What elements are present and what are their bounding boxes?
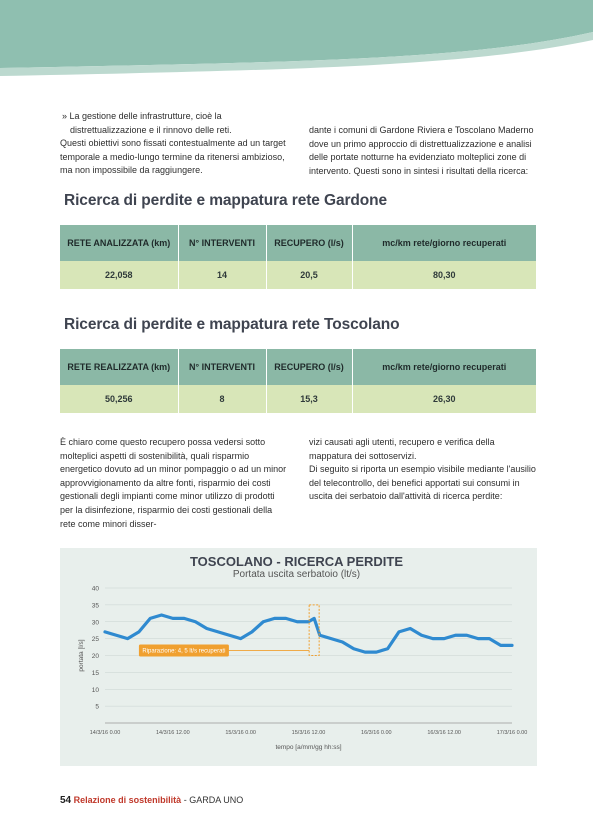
x-tick-label: 15/3/16 12.00: [291, 730, 326, 736]
header-cell: RETE ANALIZZATA (km): [60, 225, 178, 261]
page-footer: [60, 795, 243, 806]
intro-right-column: dante i comuni di Gardone Riviera e Toscolano Maderno dove un primo approccio di distrettualizzazione e analisi delle portate notturne ha evidenziato molteplici zone di intervento. Questi sono in sintesi i risultati della ricerca:: [309, 125, 534, 176]
x-tick-label: 14/3/16 0.00: [89, 730, 121, 736]
annotation-label: Riparazione: 4, 5 lt/s recuperati: [142, 648, 226, 655]
intro-paragraph: Questi obiettivi sono fissati contestualmente ad un target temporale a medio-lungo termine da ritenersi ambizioso, ma non impossibile da raggiungere.: [60, 138, 286, 176]
y-tick-label: 30: [91, 619, 99, 627]
table-row: [60, 385, 536, 413]
x-tick-label: 16/3/16 0.00: [361, 730, 392, 736]
header-cell: N° INTERVENTI: [178, 349, 266, 385]
header-cell: RECUPERO (l/s): [266, 349, 352, 385]
flow-chart: [60, 580, 537, 766]
y-tick-label: 40: [91, 585, 99, 593]
header-cell: RECUPERO (l/s): [266, 225, 352, 261]
body-left-column: È chiaro come questo recupero possa vedersi sotto molteplici aspetti di sostenibilità, quali risparmio energetico dovuto ad un minor pompaggio o ad un minor approvvigionamento da altre fonti, risparmio dei costi gestionali degli impianti come minor utilizzo di prodotti per la disinfezione, risparmio dei costi gestionali della rete come minori disser-: [60, 437, 287, 529]
table-cell: 26,30: [352, 385, 536, 413]
y-tick-label: 15: [91, 669, 99, 677]
y-tick-label: 10: [91, 686, 99, 694]
chart-title: TOSCOLANO - RICERCA PERDITE: [189, 554, 404, 569]
gardone-title: Ricerca di perdite e mappatura rete Gardone: [64, 192, 388, 209]
x-axis-label: tempo [a/mm/gg hh:ss]: [275, 744, 342, 751]
y-tick-label: 20: [91, 653, 99, 660]
top-wave-band: [0, 0, 593, 80]
table-cell: 50,256: [60, 385, 178, 413]
report-name: Relazione di sostenibilità: [73, 795, 182, 805]
y-tick-label: 25: [91, 636, 99, 644]
intro-left-column: [60, 110, 290, 178]
y-axis-label: portata [l/s]: [78, 639, 85, 672]
header-cell: N° INTERVENTI: [178, 225, 266, 261]
header-cell: mc/km rete/giorno recuperati: [352, 349, 536, 385]
table-header-row: [60, 349, 536, 385]
intro-bullet: » La gestione delle infrastrutture, cioè la distrettualizzazione e il rinnovo delle reti.: [62, 111, 232, 135]
x-tick-label: 15/3/16 0.00: [225, 730, 256, 736]
table-cell: 8: [178, 385, 266, 413]
table-row: [60, 261, 536, 289]
page-number: 54: [60, 795, 72, 806]
table-header-row: [60, 225, 536, 261]
body-right-para-2: Di seguito si riporta un esempio visibile mediante l'ausilio del telecontrollo, dei benefici apportati sui consumi in uscita dei serbatoio dall'attività di ricerca perdite:: [309, 464, 536, 502]
footer-separator: -: [183, 795, 187, 805]
table-cell: 20,5: [266, 261, 352, 289]
gardone-table: [60, 225, 536, 289]
table-cell: 22,058: [60, 261, 178, 289]
toscolano-table: [60, 349, 536, 413]
table-cell: 14: [178, 261, 266, 289]
body-right-para-1: vizi causati agli utenti, recupero e verifica della mappatura dei sottoservizi.: [309, 437, 495, 461]
chart-subtitle: Portata uscita serbatoio (lt/s): [232, 569, 361, 580]
y-tick-label: 5: [95, 703, 99, 711]
toscolano-title: Ricerca di perdite e mappatura rete Toscolano: [64, 316, 400, 333]
header-cell: mc/km rete/giorno recuperati: [352, 225, 536, 261]
x-tick-label: 14/3/16 12.00: [156, 730, 190, 736]
table-cell: 15,3: [266, 385, 352, 413]
header-cell: RETE REALIZZATA (km): [60, 349, 178, 385]
body-right-column: [309, 436, 538, 504]
org-name: GARDA UNO: [189, 795, 244, 805]
table-cell: 80,30: [352, 261, 536, 289]
x-tick-label: 16/3/16 12.00: [427, 730, 461, 736]
x-tick-label: 17/3/16 0.00: [496, 730, 528, 736]
y-tick-label: 35: [91, 602, 99, 610]
